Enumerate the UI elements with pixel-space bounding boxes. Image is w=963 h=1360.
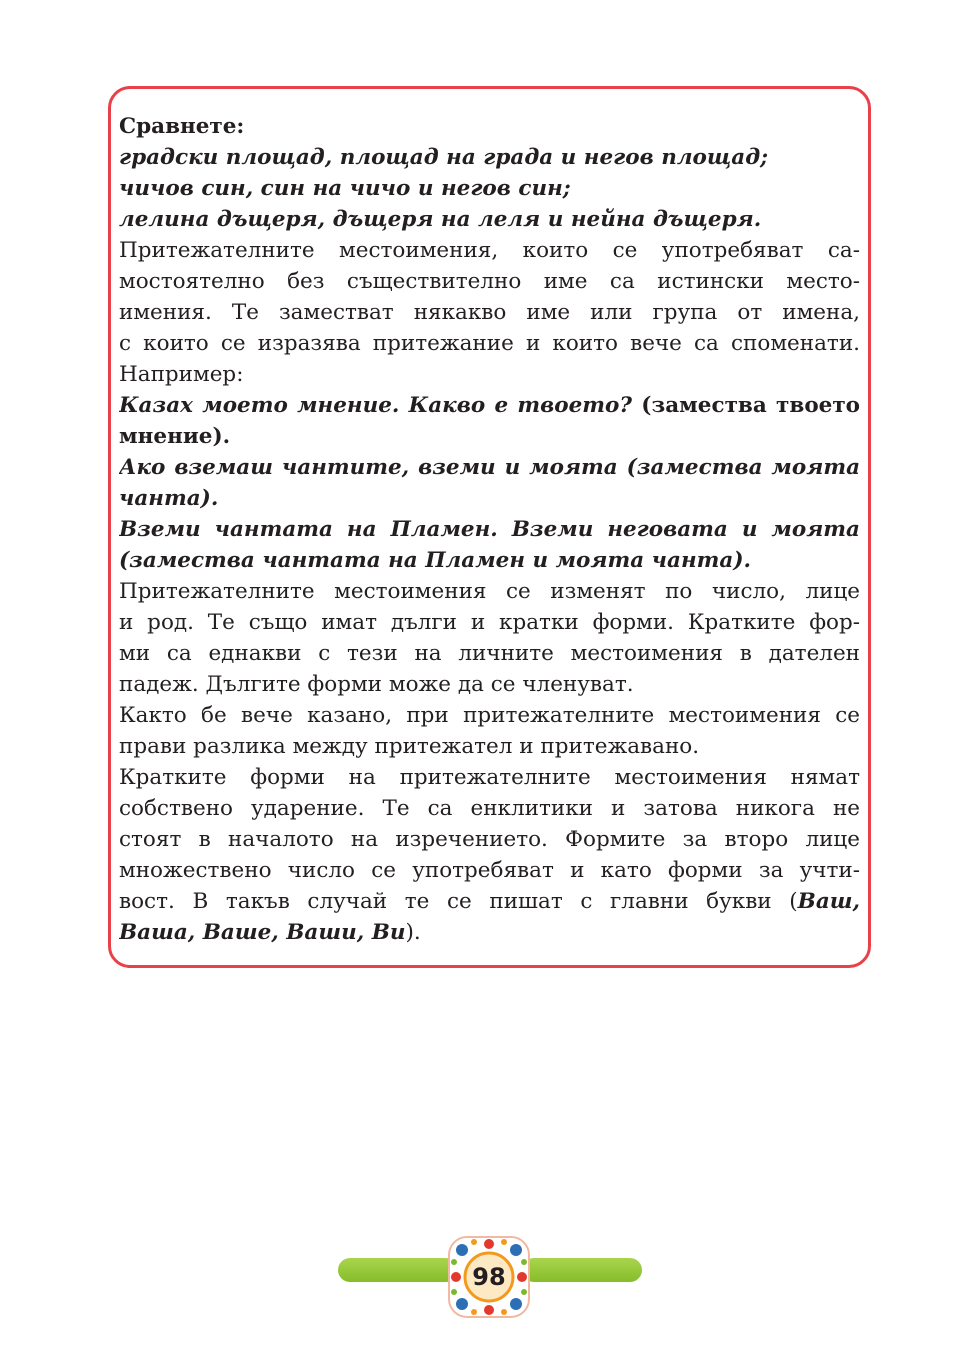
text-run: чанта). [119, 486, 219, 511]
text-run: Ваш, [797, 889, 860, 914]
text-run: (замества чантата на Пламен и моята чанта). [119, 548, 751, 573]
text-line [119, 576, 860, 607]
text-run: чичов син, син на чичо и негов син; [119, 176, 571, 201]
text-line [119, 700, 860, 731]
text-run: имения. Те заместват някакво име или група от имена, [119, 300, 860, 325]
page-number: 98 [472, 1263, 506, 1291]
text-line [119, 111, 860, 142]
text-run: вост. В такъв случай те се пишат с главни букви ( [119, 889, 798, 914]
text-line [119, 142, 860, 173]
text-run: собствено ударение. Те са енклитики и затова никога не [119, 796, 860, 821]
text-run: ). [405, 920, 421, 945]
text-run: и род. Те също имат дълги и кратки форми. Кратките фор- [119, 610, 860, 635]
text-line [119, 638, 860, 669]
rule-box [108, 86, 871, 968]
text-line [119, 266, 860, 297]
text-run: Сравнете: [119, 114, 245, 139]
text-line [119, 886, 860, 917]
text-run: Както бе вече казано, при притежателните местоимения се [119, 703, 860, 728]
text-run: Притежателните местоимения, които се употребяват са- [119, 238, 860, 263]
text-line [119, 545, 860, 576]
text-line [119, 235, 860, 266]
text-line [119, 483, 860, 514]
text-line [119, 793, 860, 824]
text-run: ми са еднакви с тези на личните местоимения в дателен [119, 641, 860, 666]
text-run: Вземи чантата на Пламен. Вземи неговата и моята [119, 517, 860, 542]
text-line [119, 731, 860, 762]
text-line [119, 390, 860, 421]
text-run: Ваша, Ваше, Ваши, Ви [119, 920, 406, 945]
text-run: мнение). [119, 424, 231, 449]
text-run: Казах моето мнение. Какво е твоето? [119, 393, 632, 418]
text-line [119, 173, 860, 204]
text-run: градски площад, площад на града и негов площад; [119, 145, 769, 170]
text-line [119, 204, 860, 235]
text-line [119, 855, 860, 886]
rule-text [119, 111, 860, 948]
text-run: с които се изразява притежание и които вече са споменати. [119, 331, 860, 356]
text-line [119, 297, 860, 328]
text-line [119, 328, 860, 359]
page-number-badge [446, 1234, 532, 1320]
text-line [119, 421, 860, 452]
text-run: множествено число се употребяват и като форми за учти- [119, 858, 860, 883]
text-run: падеж. Дългите форми може да се членуват. [119, 672, 634, 697]
text-run: Притежателните местоимения се изменят по число, лице [119, 579, 860, 604]
text-line [119, 669, 860, 700]
text-line [119, 607, 860, 638]
text-run: стоят в началото на изречението. Формите за второ лице [119, 827, 860, 852]
text-run: Кратките форми на притежателните местоимения нямат [119, 765, 860, 790]
text-run: прави разлика между притежател и притежавано. [119, 734, 700, 759]
text-line [119, 917, 860, 948]
text-line [119, 514, 860, 545]
text-line [119, 824, 860, 855]
text-line [119, 359, 860, 390]
text-line [119, 762, 860, 793]
footer-bar-left [338, 1258, 458, 1282]
footer-bar-right [522, 1258, 642, 1282]
text-run: (замества твоето [632, 393, 860, 418]
text-line [119, 452, 860, 483]
text-run: Ако вземаш чантите, вземи и моята (замества моята [119, 455, 860, 480]
text-run: мостоятелно без съществително име са истински место- [119, 269, 860, 294]
text-run: лелина дъщеря, дъщеря на леля и нейна дъщеря. [119, 207, 762, 232]
text-run: Например: [119, 362, 244, 387]
page-footer [338, 1252, 642, 1291]
